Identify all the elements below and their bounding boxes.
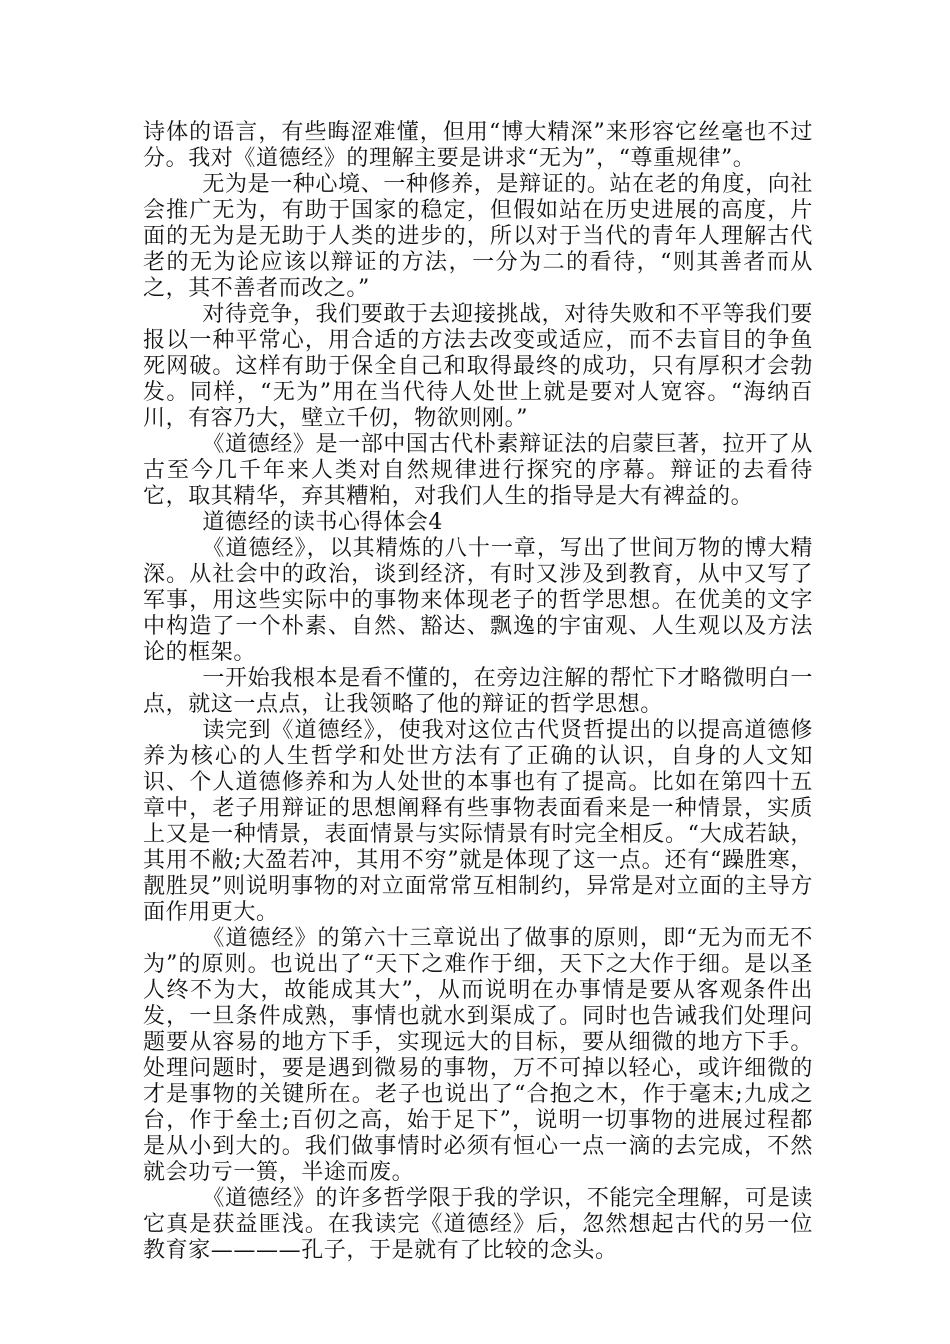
- paragraph-intro: 《道德经》，以其精炼的八十一章，写出了世间万物的博大精深。从社会中的政治，谈到经济，有时又涉及到教育，从中又写了军事，用这些实际中的事物来体现老子的哲学思想。在优美的文字中构造了一个朴素、自然、豁达、飘逸的宇宙观、人生观以及方法论的框架。: [143, 536, 813, 665]
- paragraph-competition: 对待竞争，我们要敢于去迎接挑战，对待失败和不平等我们要报以一种平常心，用合适的方法去改变或适应，而不去盲目的争鱼死网破。这样有助于保全自己和取得最终的成功，只有厚积才会勃发。同样，“无为”用在当代待人处世上就是要对人宽容。“海纳百川，有容乃大，壁立千仞，物欲则刚。”: [143, 302, 813, 431]
- paragraph-continued: 诗体的语言，有些晦涩难懂，但用“博大精深”来形容它丝毫也不过分。我对《道德经》的理解主要是讲求“无为”，“尊重规律”。: [143, 120, 813, 171]
- paragraph-first-impression: 一开始我根本是看不懂的，在旁边注解的帮忙下才略微明白一点，就这一点点，让我领略了他的辩证的哲学思想。: [143, 666, 813, 717]
- section-heading: 道德经的读书心得体会4: [202, 510, 443, 535]
- paragraph-chapter-45: 读完到《道德经》，使我对这位古代贤哲提出的以提高道德修养为核心的人生哲学和处世方法有了正确的认识，自身的人文知识、个人道德修养和为人处世的本事也有了提高。比如在第四十五章中，老子用辩证的思想阐释有些事物表面看来是一种情景，实质上又是一种情景，表面情景与实际情景有时完全相反。“大成若缺，其用不敝;大盈若冲，其用不穷”就是体现了这一点。还有“躁胜寒，靓胜炅”则说明事物的对立面常常互相制约，异常是对立面的主导方面作用更大。: [143, 718, 813, 925]
- paragraph-dialectics: 《道德经》是一部中国古代朴素辩证法的启蒙巨著，拉开了从古至今几千年来人类对自然规律进行探究的序幕。辩证的去看待它，取其精华，弃其糟粕，对我们人生的指导是大有裨益的。: [143, 432, 813, 509]
- paragraph-chapter-63: 《道德经》的第六十三章说出了做事的原则，即“无为而无不为”的原则。也说出了“天下之难作于细，天下之大作于细。是以圣人终不为大，故能成其大”，从而说明在办事情是要从客观条件出发，一旦条件成熟，事情也就水到渠成了。同时也告诫我们处理问题要从容易的地方下手，实现远大的目标，要从细微的地方下手。处理问题时，要是遇到微易的事物，万不可掉以轻心，或许细微的才是事物的关键所在。老子也说出了“合抱之木，作于毫末;九成之台，作于垒土;百仞之高，始于足下”，说明一切事物的进展过程都是从小到大的。我们做事情时必须有恒心一点一滴的去完成，不然就会功亏一篑，半途而废。: [143, 926, 813, 1185]
- paragraph-closing: 《道德经》的许多哲学限于我的学识，不能完全理解，可是读它真是获益匪浅。在我读完《道德经》后，忽然想起古代的另一位教育家————孔子，于是就有了比较的念头。: [143, 1186, 813, 1263]
- body-text: [143, 120, 813, 1264]
- paragraph-wuwei: 无为是一种心境、一种修养，是辩证的。站在老的角度，向社会推广无为，有助于国家的稳定，但假如站在历史进展的高度，片面的无为是无助于人类的进步的，所以对于当代的青年人理解古代老的无为论应该以辩证的方法，一分为二的看待，“则其善者而从之，其不善者而改之。”: [143, 172, 813, 301]
